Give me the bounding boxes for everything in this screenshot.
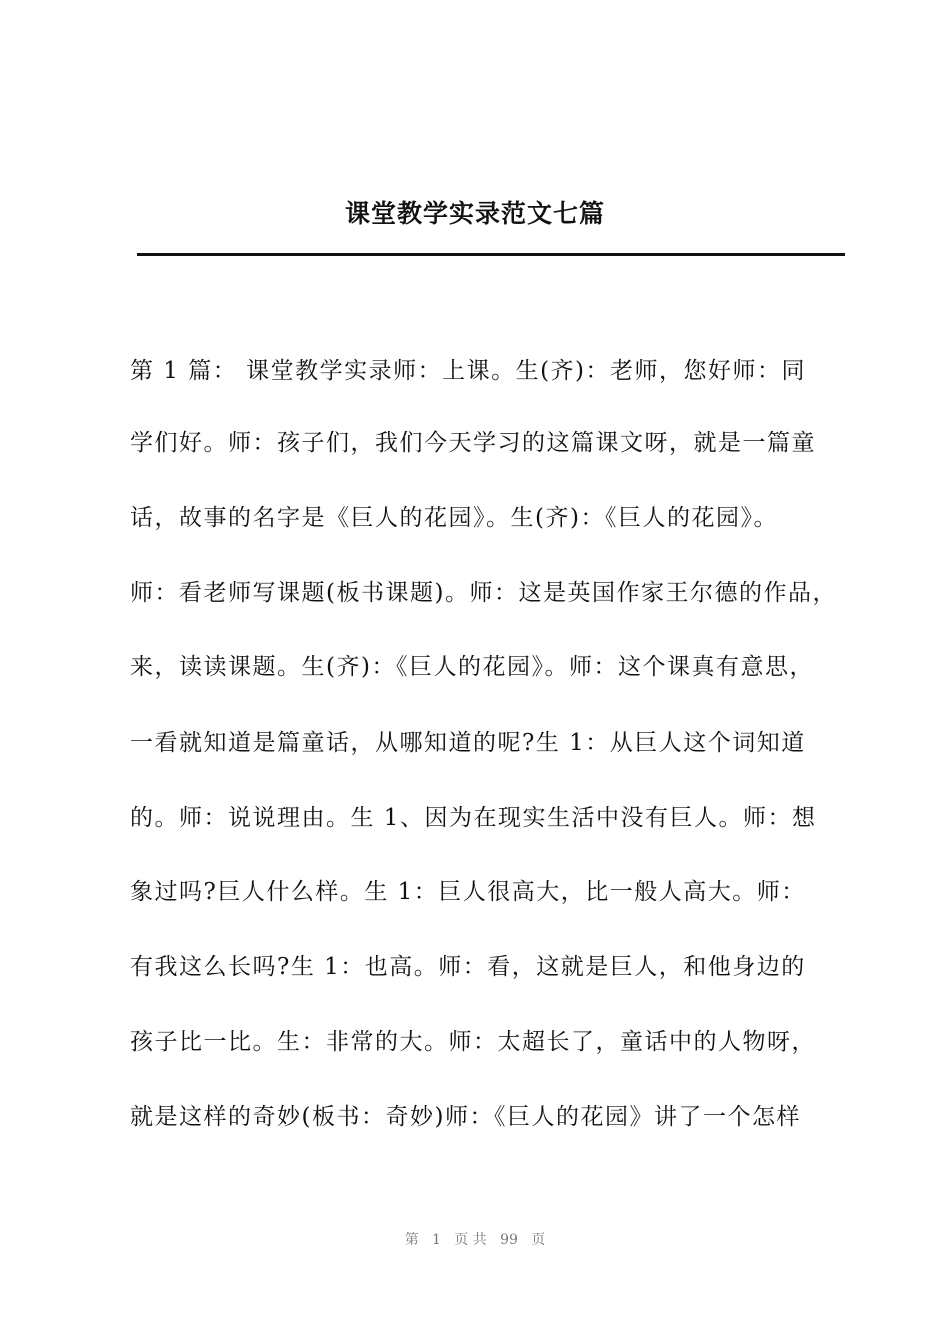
text-line: 学们好。师：孩子们，我们今天学习的这篇课文呀，就是一篇童	[130, 430, 816, 456]
text-line: 的。师：说说理由。生 1、因为在现实生活中没有巨人。师：想	[130, 805, 817, 831]
text-line: 师：看老师写课题(板书课题)。师：这是英国作家王尔德的作品，	[130, 580, 837, 606]
page-footer: 第 1 页 共 99 页	[404, 1232, 546, 1248]
text-line: 孩子比一比。生：非常的大。师：太超长了，童话中的人物呀，	[130, 1029, 816, 1055]
text-line: 话，故事的名字是《巨人的花园》。生(齐)：《巨人的花园》。	[130, 505, 778, 531]
document-title: 课堂教学实录范文七篇	[344, 199, 605, 228]
text-line: 来，读读课题。生(齐)：《巨人的花园》。师：这个课真有意思，	[130, 654, 814, 680]
text-line: 象过吗?巨人什么样。生 1：巨人很高大，比一般人高大。师：	[130, 879, 806, 905]
title-underline	[137, 253, 845, 256]
text-line: 就是这样的奇妙(板书：奇妙)师：《巨人的花园》讲了一个怎样	[130, 1104, 801, 1130]
text-line: 第 1 篇： 课堂教学实录师：上课。生(齐)：老师，您好师：同	[130, 358, 807, 384]
text-line: 一看就知道是篇童话，从哪知道的呢?生 1：从巨人这个词知道	[130, 730, 806, 756]
text-line: 有我这么长吗?生 1：也高。师：看，这就是巨人，和他身边的	[130, 954, 806, 980]
